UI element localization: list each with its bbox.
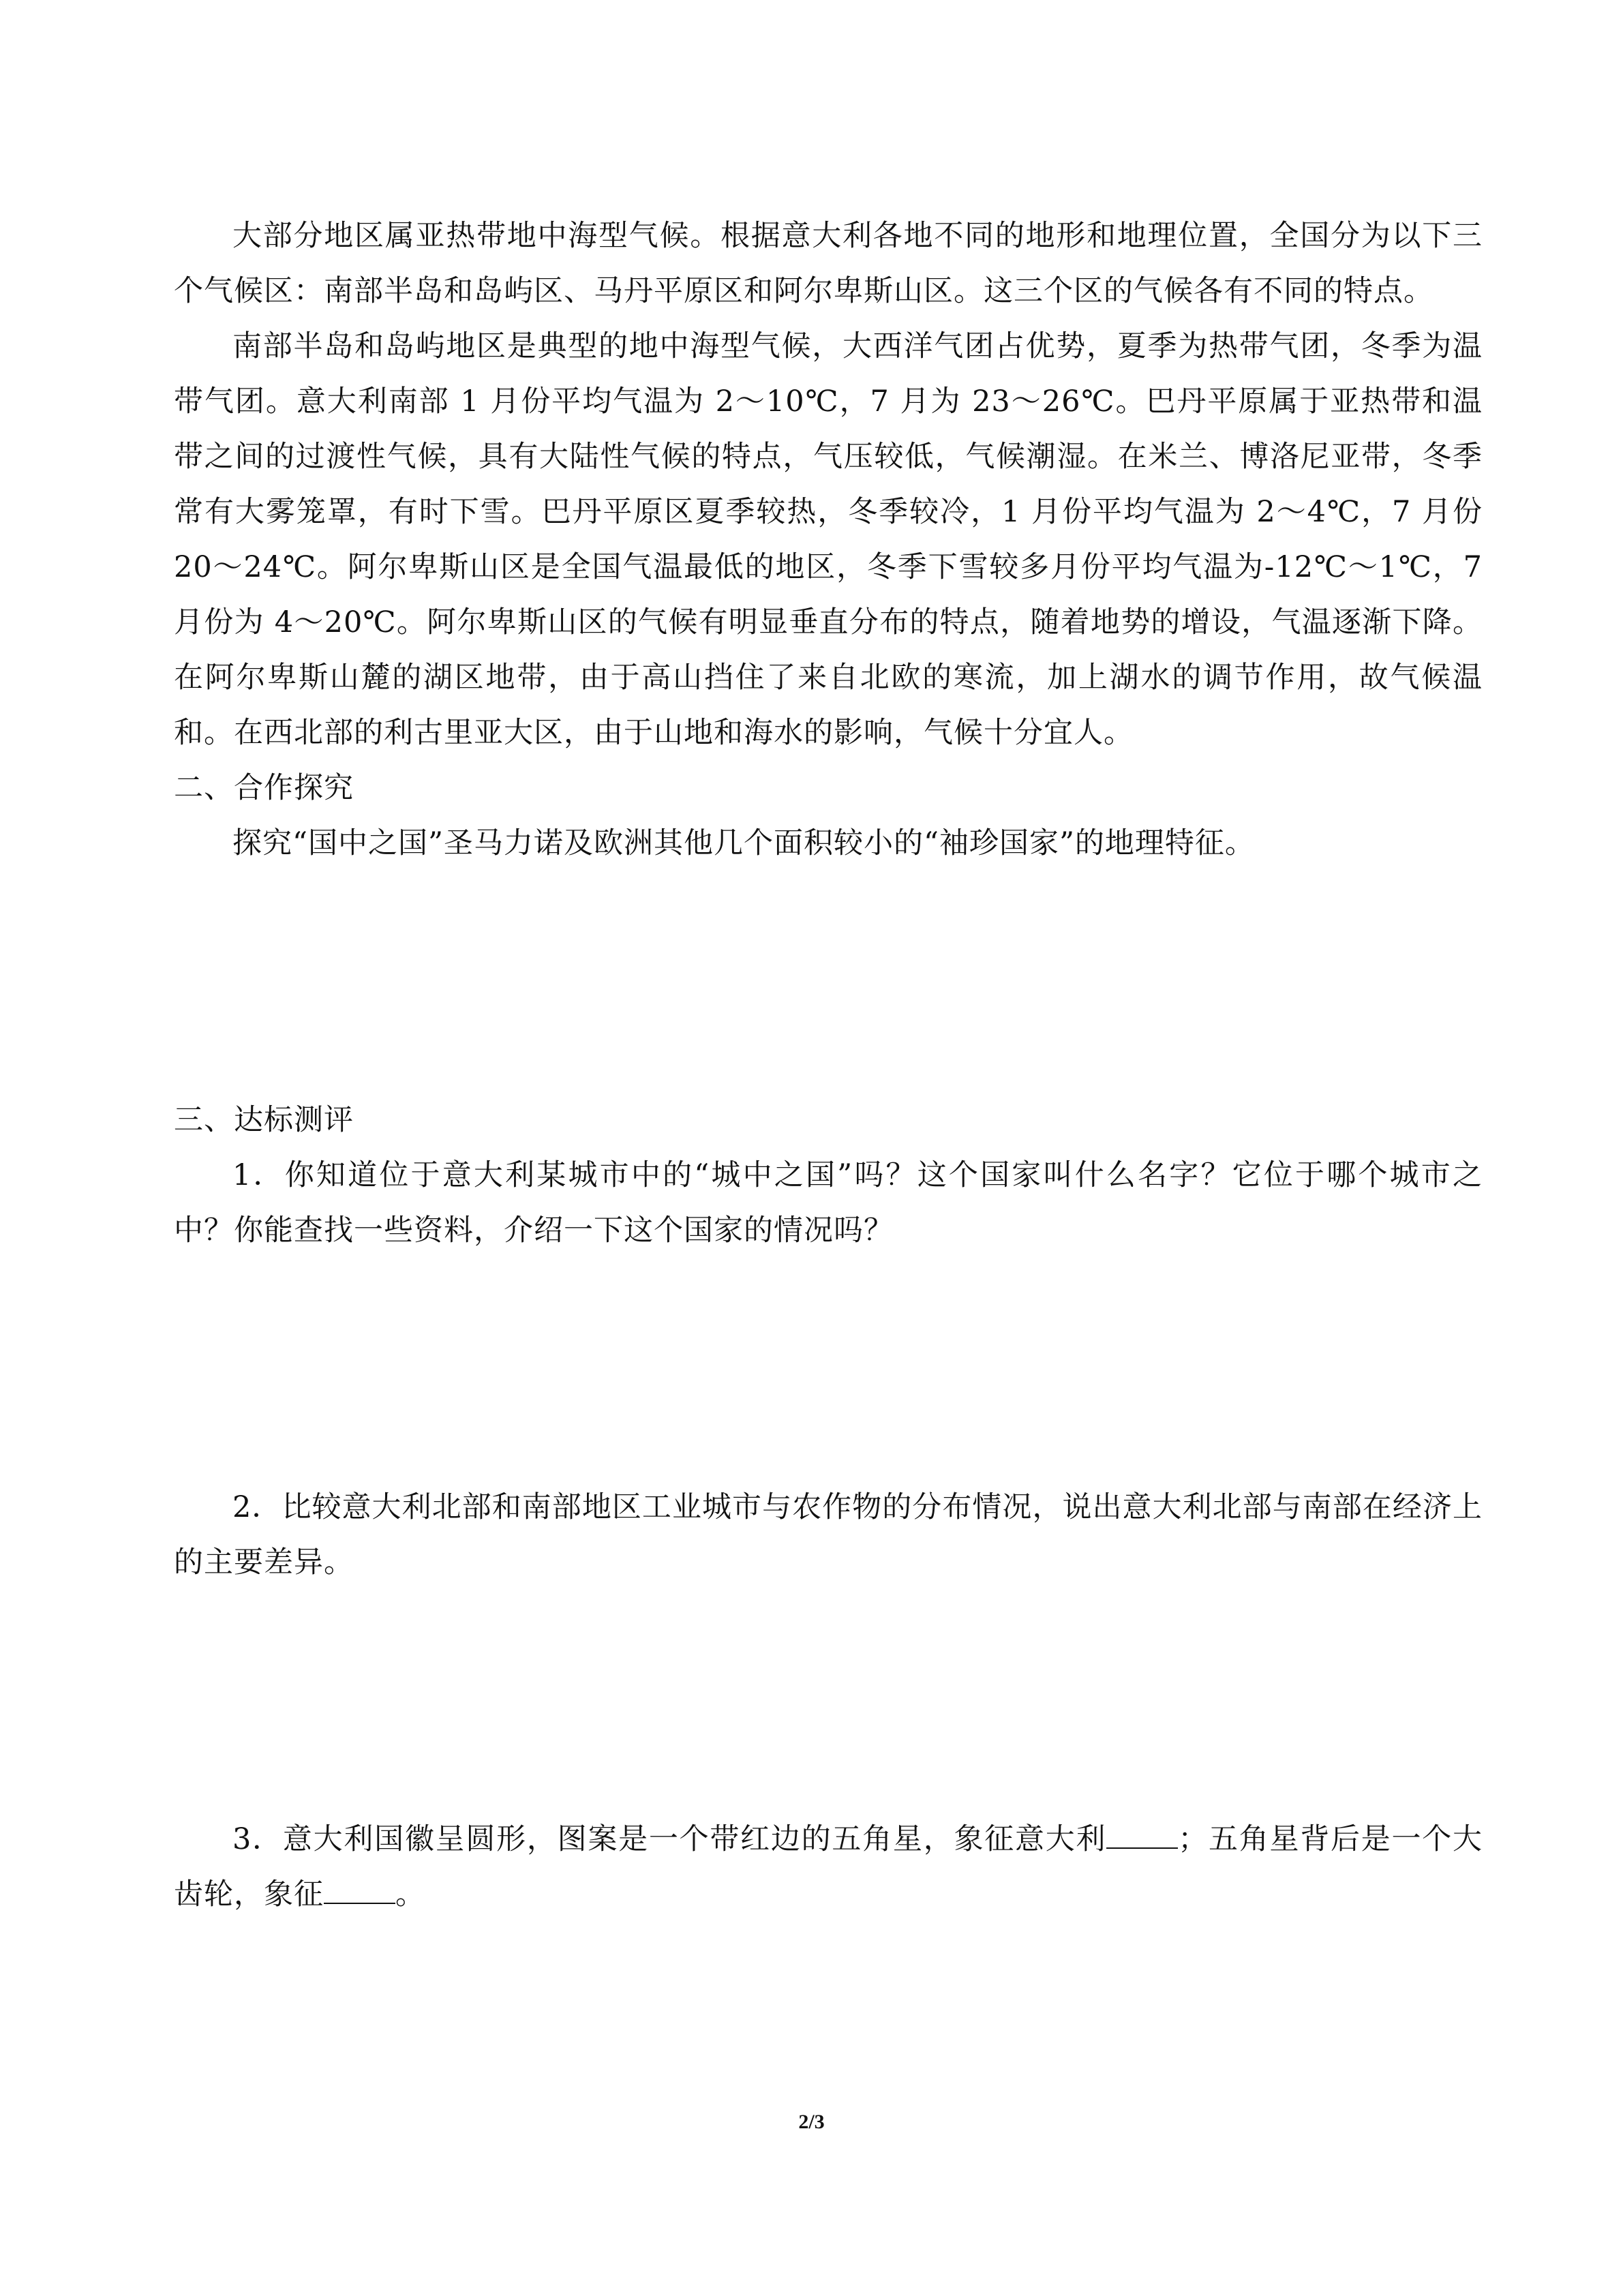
question-3-text-1: 3．意大利国徽呈圆形，图案是一个带红边的五角星，象征意大利 bbox=[232, 1822, 1107, 1856]
question-1: 1．你知道位于意大利某城市中的“城中之国”吗？这个国家叫什么名字？它位于哪个城市之中？你能查找一些资料，介绍一下这个国家的情况吗？ bbox=[174, 1158, 1483, 1248]
answer-space bbox=[174, 1258, 1483, 1480]
page-content bbox=[174, 209, 1483, 1922]
climate-paragraph-2: 南部半岛和岛屿地区是典型的地中海型气候，大西洋气团占优势，夏季为热带气团，冬季为温带气团。意大利南部 1 月份平均气温为 2～10℃，7 月为 23～26℃。巴丹平原属于亚热带和温带之间的过渡性气候，具有大陆性气候的特点，气压较低，气候潮湿。在米兰、博洛尼亚带，冬季常有大雾笼罩，有时下雪。巴丹平原区夏季较热，冬季较冷，1 月份平均气温为 2～4℃，7 月份 20～24℃。阿尔卑斯山区是全国气温最低的地区，冬季下雪较多月份平均气温为-12℃～1℃，7 月份为 4～20℃。阿尔卑斯山区的气候有明显垂直分布的特点，随着地势的增设，气温逐渐下降。在阿尔卑斯山麓的湖区地带，由于高山挡住了来自北欧的寒流，加上湖水的调节作用，故气候温和。在西北部的利古里亚大区，由于山地和海水的影响，气候十分宜人。 bbox=[174, 329, 1483, 750]
climate-paragraph-1: 大部分地区属亚热带地中海型气候。根据意大利各地不同的地形和地理位置，全国分为以下三个气候区：南部半岛和岛屿区、马丹平原区和阿尔卑斯山区。这三个区的气候各有不同的特点。 bbox=[174, 219, 1483, 308]
page-number: 2/3 bbox=[798, 2111, 825, 2133]
answer-space bbox=[174, 871, 1483, 1093]
section-3-heading: 三、达标测评 bbox=[174, 1103, 354, 1137]
question-3-text-3: 。 bbox=[395, 1877, 425, 1912]
section-2-text: 探究“国中之国”圣马力诺及欧洲其他几个面积较小的“袖珍国家”的地理特征。 bbox=[232, 826, 1255, 860]
fill-blank-2[interactable] bbox=[324, 1878, 395, 1904]
question-2: 2．比较意大利北部和南部地区工业城市与农作物的分布情况，说出意大利北部与南部在经济上的主要差异。 bbox=[174, 1490, 1483, 1580]
question-3 bbox=[174, 1812, 1483, 1922]
section-2-heading: 二、合作探究 bbox=[174, 771, 354, 805]
answer-space bbox=[174, 1590, 1483, 1812]
fill-blank-1[interactable] bbox=[1106, 1823, 1178, 1849]
question-3-text-2: ；五角星背后是一个大齿轮，象征 bbox=[174, 1822, 1483, 1912]
